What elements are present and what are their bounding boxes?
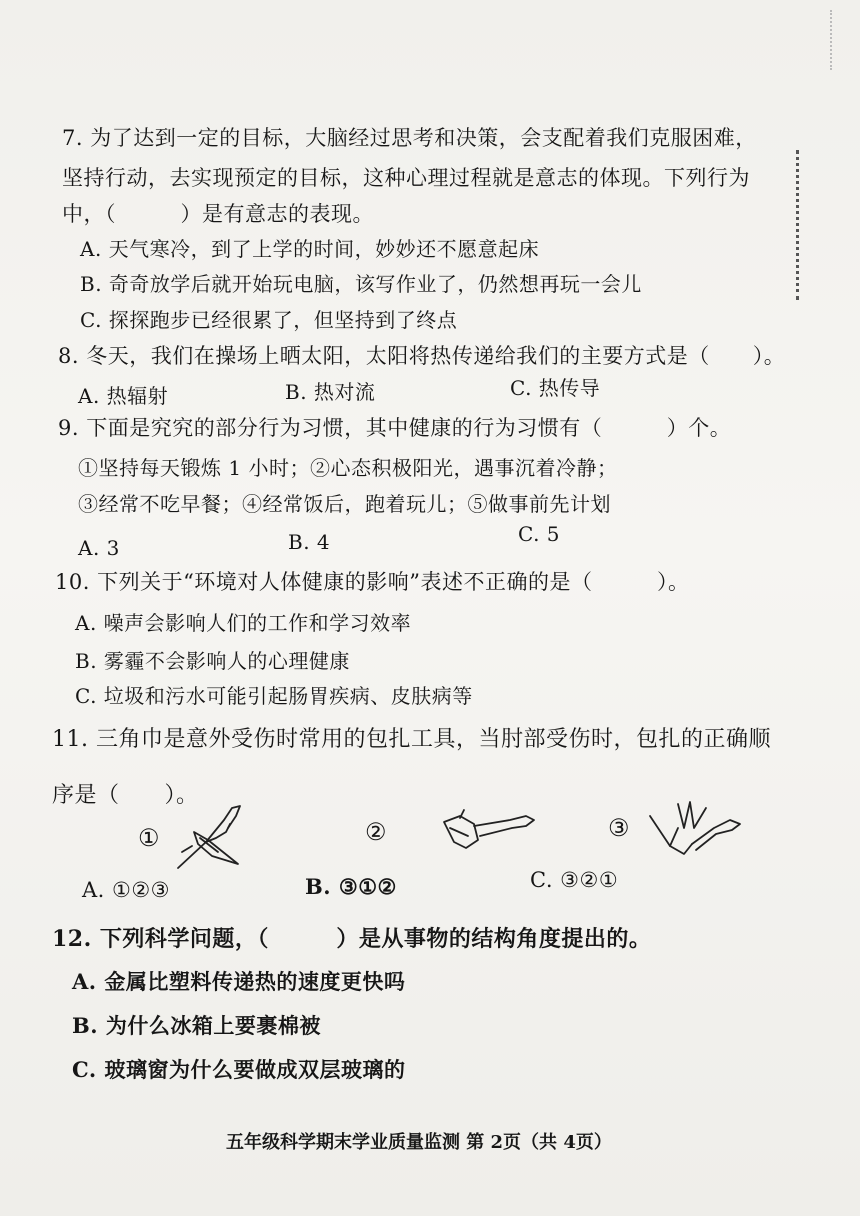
bandage-step-3-image — [644, 798, 744, 864]
q12-stem: 12. 下列科学问题，（ ）是从事物的结构角度提出的。 — [52, 926, 652, 952]
q9-stem: 9. 下面是究究的部分行为习惯，其中健康的行为习惯有（ ）个。 — [58, 416, 732, 440]
q10-option-b: B. 雾霾不会影响人的心理健康 — [75, 649, 350, 673]
q10-option-a: A. 噪声会影响人们的工作和学习效率 — [75, 611, 412, 635]
q7-option-b: B. 奇奇放学后就开始玩电脑，该写作业了，仍然想再玩一会儿 — [80, 272, 642, 296]
q10-stem: 10. 下列关于“环境对人体健康的影响”表述不正确的是（ ）。 — [55, 570, 690, 594]
q11-option-a: A. ①②③ — [82, 878, 170, 902]
binding-edge-dots-top — [830, 10, 836, 70]
q12-option-a: A. 金属比塑料传递热的速度更快吗 — [72, 969, 406, 994]
q9-option-b: B. 4 — [288, 530, 331, 554]
q12-option-b: B. 为什么冰箱上要裹棉被 — [72, 1013, 321, 1038]
q7-stem-line3: 中，（ ）是有意志的表现。 — [62, 202, 374, 226]
binding-edge-dots — [796, 150, 807, 300]
q8-stem: 8. 冬天，我们在操场上晒太阳，太阳将热传递给我们的主要方式是（ ）。 — [58, 344, 786, 368]
q7-stem-line1: 7. 为了达到一定的目标，大脑经过思考和决策，会支配着我们克服困难， — [62, 126, 757, 150]
q7-stem-line2: 坚持行动，去实现预定的目标，这种心理过程就是意志的体现。下列行为 — [62, 166, 750, 190]
q9-option-a: A. 3 — [78, 536, 120, 560]
q12-option-c: C. 玻璃窗为什么要做成双层玻璃的 — [72, 1057, 406, 1082]
q11-option-b: B. ③①② — [305, 874, 397, 899]
q7-option-c: C. 探探跑步已经很累了，但坚持到了终点 — [80, 308, 458, 332]
q9-items-line2: ③经常不吃早餐；④经常饭后，跑着玩儿；⑤做事前先计划 — [78, 492, 611, 516]
q11-stem-line1: 11. 三角巾是意外受伤时常用的包扎工具，当肘部受伤时，包扎的正确顺 — [52, 727, 771, 752]
q8-option-b: B. 热对流 — [285, 380, 376, 404]
bandage-step-2-image — [440, 806, 540, 856]
figure-label-2: ② — [365, 818, 387, 846]
figure-label-3: ③ — [608, 814, 630, 842]
q11-stem-line2: 序是（ ）。 — [52, 783, 199, 808]
page-footer: 五年级科学期末学业质量监测 第 2页（共 4页） — [226, 1132, 612, 1153]
q9-items-line1: ①坚持每天锻炼 1 小时；②心态积极阳光，遇事沉着冷静； — [78, 456, 618, 480]
bandage-step-1-image — [168, 802, 258, 876]
q9-option-c: C. 5 — [518, 522, 561, 546]
q8-option-a: A. 热辐射 — [78, 384, 169, 408]
figure-label-1: ① — [138, 824, 160, 852]
q8-option-c: C. 热传导 — [510, 376, 601, 400]
q10-option-c: C. 垃圾和污水可能引起肠胃疾病、皮肤病等 — [75, 684, 473, 708]
q11-option-c: C. ③②① — [530, 868, 619, 892]
q7-option-a: A. 天气寒冷，到了上学的时间，妙妙还不愿意起床 — [80, 237, 540, 261]
